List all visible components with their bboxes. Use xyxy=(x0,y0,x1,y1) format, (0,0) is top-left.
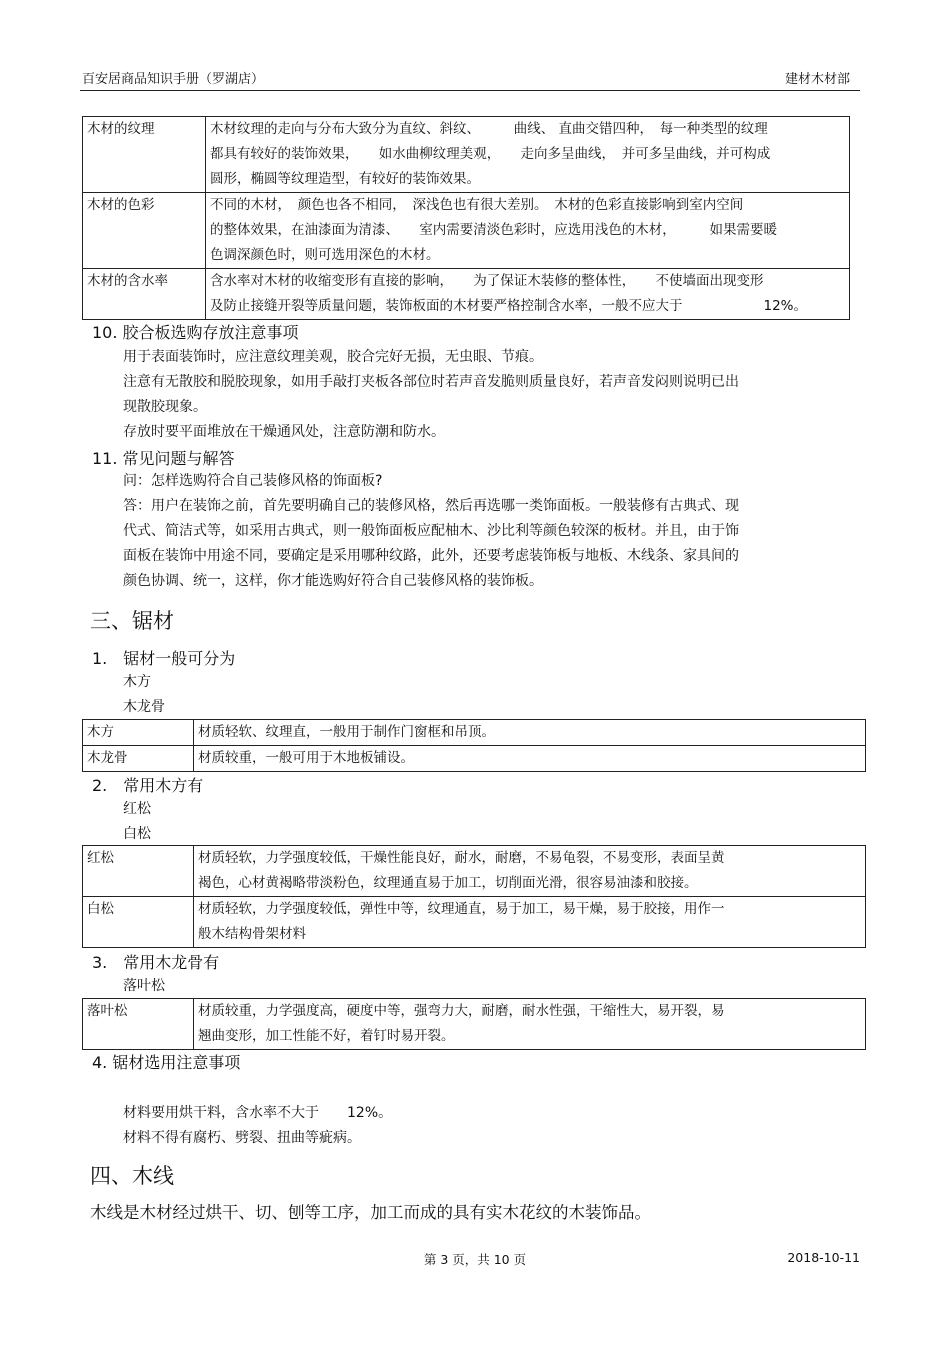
list-item: 木方 xyxy=(123,674,151,690)
row-text xyxy=(206,117,850,193)
wood-properties-table xyxy=(82,116,850,320)
table-row xyxy=(83,746,866,772)
text-line: 注意有无散胶和脱胶现象，如用手敲打夹板各部位时若声音发脆则质量良好，若声音发闷则说明已出 xyxy=(123,374,739,390)
text-line: 材质轻软，力学强度较低，干燥性能良好，耐水，耐磨，不易龟裂，不易变形，表面呈黄 xyxy=(198,850,725,866)
part-4-title: 四、木线 xyxy=(90,1164,174,1188)
table-row xyxy=(83,846,866,897)
text-line: 存放时要平面堆放在干燥通风处，注意防潮和防水。 xyxy=(123,424,445,440)
text-line: 材料要用烘干料，含水率不大于 12%。 xyxy=(123,1105,393,1121)
part-3-section-3-list xyxy=(123,974,165,999)
part-3-section-4-body xyxy=(123,1101,392,1151)
text-line: 褐色，心材黄褐略带淡粉色，纹理通直易于加工，切削面光滑，很容易油漆和胶接。 xyxy=(198,875,698,891)
text-line: 现散胶现象。 xyxy=(123,399,207,415)
header-rule xyxy=(80,90,860,91)
list-item: 木龙骨 xyxy=(123,699,165,715)
row-label: 白松 xyxy=(83,897,194,948)
row-label: 木龙骨 xyxy=(83,746,194,772)
row-label: 木材的纹理 xyxy=(83,117,206,193)
section-11-title: 11. 常见问题与解答 xyxy=(92,449,235,468)
list-item: 红松 xyxy=(123,801,151,817)
part-3-title: 三、锯材 xyxy=(90,609,174,633)
table-row xyxy=(83,897,866,948)
part-3-section-3-title: 3. 常用木龙骨有 xyxy=(92,953,220,972)
text-line: 不同的木材， 颜色也各不相同， 深浅色也有很大差别。 木材的色彩直接影响到室内空间 xyxy=(210,197,744,213)
row-label: 落叶松 xyxy=(83,999,194,1050)
part-3-section-1-title: 1. 锯材一般可分为 xyxy=(92,649,236,668)
row-text: 材质较重，一般可用于木地板铺设。 xyxy=(194,746,866,772)
text-line: 翘曲变形，加工性能不好，着钉时易开裂。 xyxy=(198,1028,455,1044)
row-text xyxy=(194,897,866,948)
row-label: 木材的含水率 xyxy=(83,269,206,320)
table-row xyxy=(83,720,866,746)
list-item: 落叶松 xyxy=(123,978,165,994)
part-3-section-2-list xyxy=(123,797,151,847)
list-item: 白松 xyxy=(123,826,151,842)
text-line: 圆形，椭圆等纹理造型，有较好的装饰效果。 xyxy=(210,171,480,187)
text-line: 材料不得有腐朽、劈裂、扭曲等疵病。 xyxy=(123,1130,361,1146)
table-row xyxy=(83,193,850,269)
text-line: 般木结构骨架材料 xyxy=(198,926,306,942)
table-row xyxy=(83,269,850,320)
page-number: 第 3 页，共 10 页 xyxy=(423,1252,527,1267)
row-text xyxy=(194,999,866,1050)
text-line: 用于表面装饰时，应注意纹理美观，胶合完好无损，无虫眼、节痕。 xyxy=(123,349,543,365)
table-row xyxy=(83,117,850,193)
text-line: 颜色协调、统一，这样，你才能选购好符合自己装修风格的装饰板。 xyxy=(123,573,543,589)
header-title: 百安居商品知识手册（罗湖店） xyxy=(82,72,265,87)
keel-wood-table xyxy=(82,998,866,1050)
text-line: 木材纹理的走向与分布大致分为直纹、斜纹、 曲线、 直曲交错四种， 每一种类型的纹理 xyxy=(210,121,768,137)
section-11-body xyxy=(123,469,739,594)
footer-date: 2018-10-11 xyxy=(787,1250,860,1265)
section-10-body xyxy=(123,345,739,445)
text-line: 含水率对木材的收缩变形有直接的影响， 为了保证木装修的整体性， 不使墙面出现变形 xyxy=(210,273,764,289)
row-label: 木材的色彩 xyxy=(83,193,206,269)
part-3-section-2-title: 2. 常用木方有 xyxy=(92,776,204,795)
text-line: 材质轻软，力学强度较低，弹性中等，纹理通直，易于加工，易干燥，易于胶接，用作一 xyxy=(198,901,725,917)
text-line: 代式、简洁式等，如采用古典式，则一般饰面板应配柚木、沙比利等颜色较深的板材。并且，由于饰 xyxy=(123,523,739,539)
part-4-text: 木线是木材经过烘干、切、刨等工序，加工而成的具有实木花纹的木装饰品。 xyxy=(90,1203,651,1222)
row-text xyxy=(206,269,850,320)
text-line: 面板在装饰中用途不同，要确定是采用哪种纹路，此外，还要考虑装饰板与地板、木线条、家具间的 xyxy=(123,548,739,564)
header-department: 建材木材部 xyxy=(784,72,850,87)
common-wood-table xyxy=(82,845,866,948)
row-text: 材质轻软、纹理直，一般用于制作门窗框和吊顶。 xyxy=(194,720,866,746)
row-label: 木方 xyxy=(83,720,194,746)
section-10-title: 10. 胶合板选购存放注意事项 xyxy=(92,323,299,342)
row-text xyxy=(194,846,866,897)
part-3-section-4-title: 4. 锯材选用注意事项 xyxy=(92,1053,241,1072)
text-line: 问：怎样选购符合自己装修风格的饰面板? xyxy=(123,473,383,489)
text-line: 答：用户在装饰之前，首先要明确自己的装修风格，然后再选哪一类饰面板。一般装修有古典式、现 xyxy=(123,498,739,514)
lumber-types-table xyxy=(82,719,866,772)
text-line: 及防止接缝开裂等质量问题，装饰板面的木材要严格控制含水率，一般不应大于 12%。 xyxy=(210,298,808,314)
row-label: 红松 xyxy=(83,846,194,897)
table-row xyxy=(83,999,866,1050)
row-text xyxy=(206,193,850,269)
text-line: 都具有较好的装饰效果， 如水曲柳纹理美观， 走向多呈曲线， 并可多呈曲线，并可构成 xyxy=(210,146,771,162)
part-3-section-1-list xyxy=(123,670,165,720)
text-line: 色调深颜色时，则可选用深色的木材。 xyxy=(210,247,440,263)
text-line: 的整体效果，在油漆面为清漆、 室内需要清淡色彩时，应选用浅色的木材， 如果需要暖 xyxy=(210,222,777,238)
text-line: 材质较重，力学强度高，硬度中等，强弯力大，耐磨，耐水性强，干缩性大，易开裂，易 xyxy=(198,1003,725,1019)
